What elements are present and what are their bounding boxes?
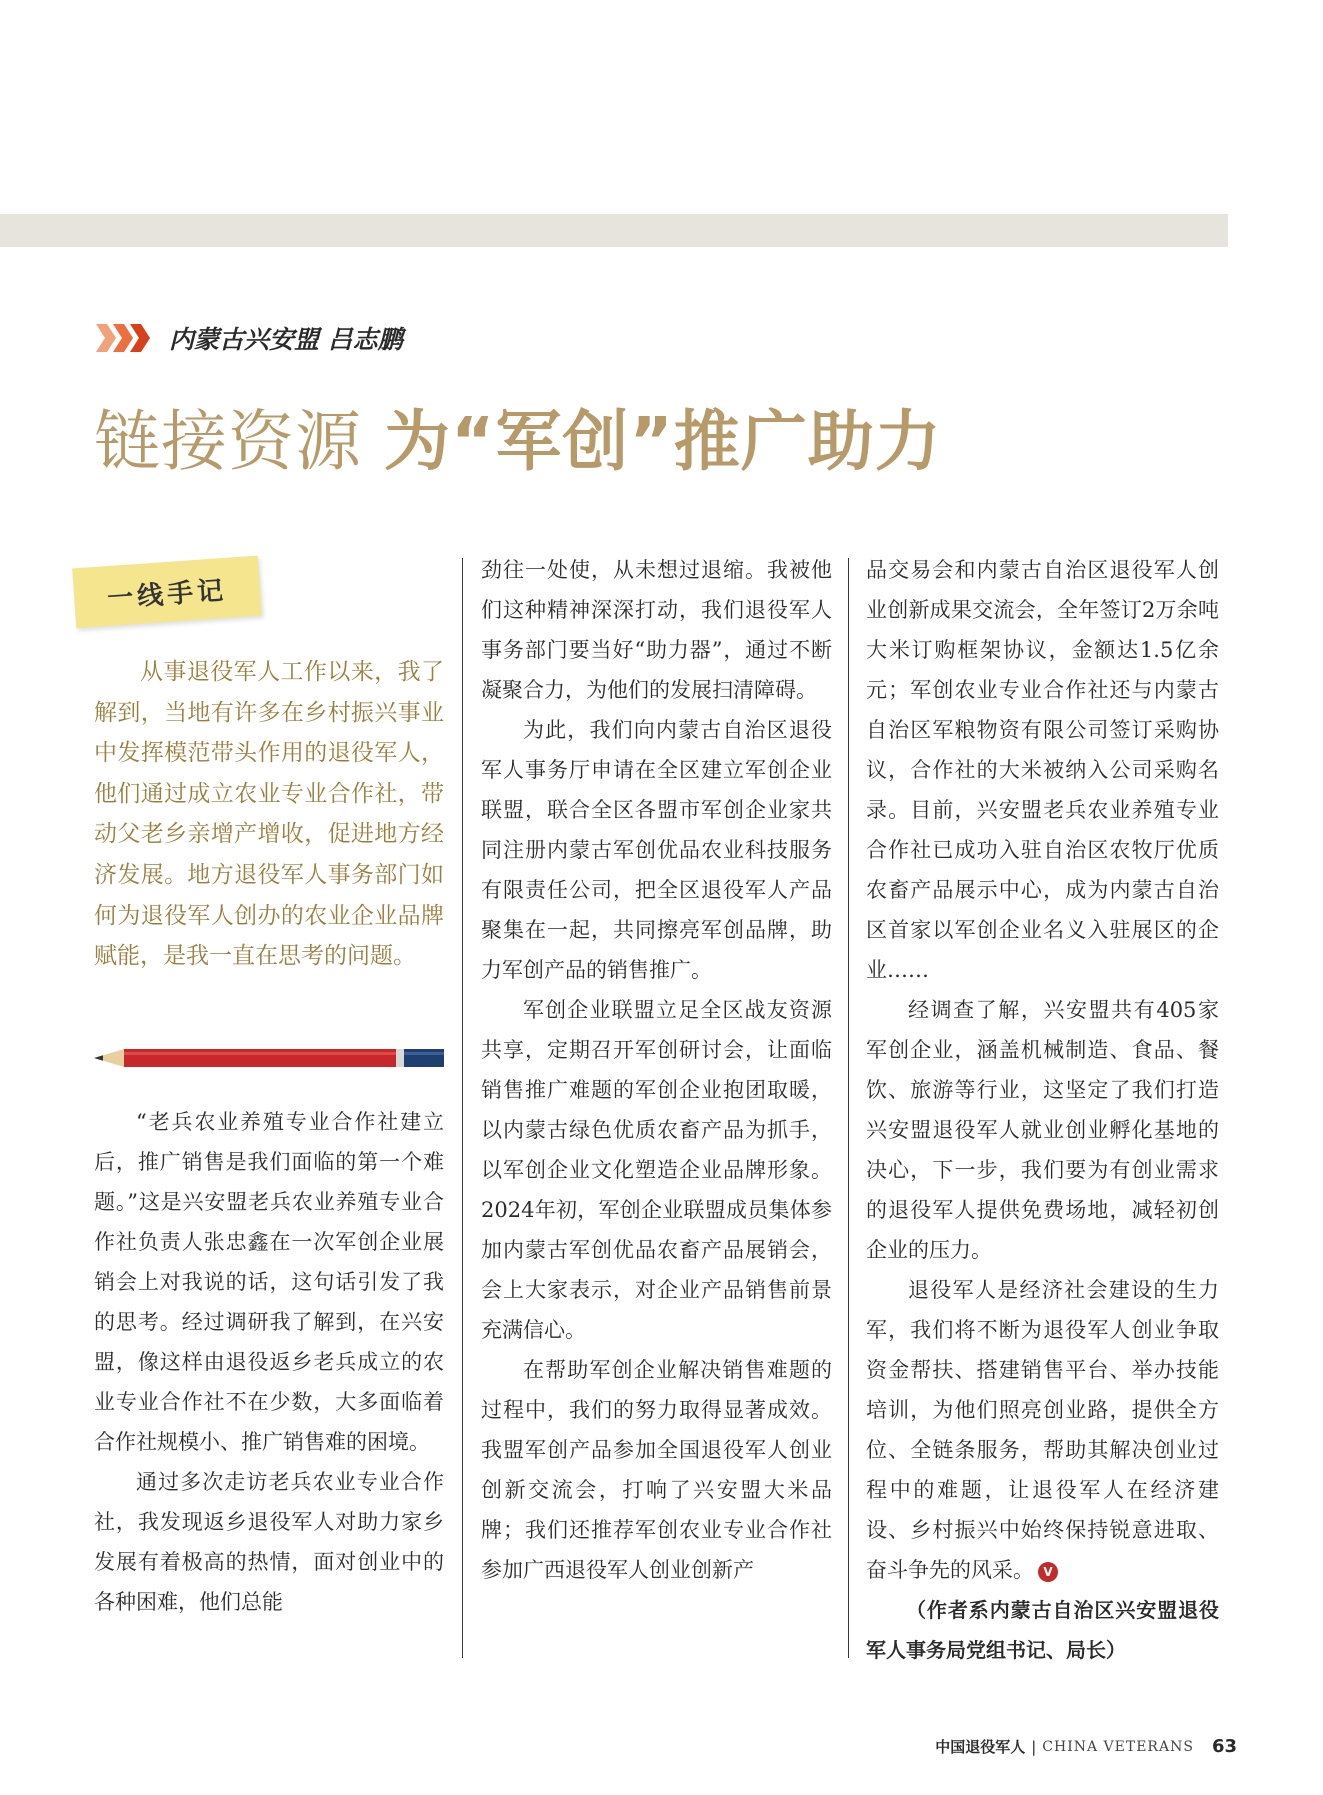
note-body: [94, 652, 444, 977]
author-note: （作者系内蒙古自治区兴安盟退役军人事务局党组书记、局长）: [866, 1598, 1219, 1662]
headline-light: 链接资源: [94, 403, 362, 480]
byline: [96, 318, 403, 358]
paragraph-final: [866, 1270, 1219, 1590]
column-divider: [462, 558, 463, 1658]
paragraph: 为此，我们向内蒙古自治区退役军人事务厅申请在全区建立军创企业联盟，联合全区各盟市军创企业家共同注册内蒙古军创优品农业科技服务有限责任公司，把全区退役军人产品聚集在一起，共同擦亮军创品牌，助力军创产品的销售推广。: [481, 718, 832, 982]
magazine-name-en: CHINA VETERANS: [1042, 1738, 1194, 1755]
article-column-3: [866, 550, 1219, 1670]
article-column-2: [481, 550, 832, 1590]
paragraph: “老兵农业养殖专业合作社建立后，推广销售是我们面临的第一个难题。”这是兴安盟老兵农业养殖专业合作社负责人张忠鑫在一次军创企业展销会上对我说的话，这句话引发了我的思考。经过调研我了解到，在兴安盟，像这样由退役返乡老兵成立的农业专业合作社不在少数，大多面临着合作社规模小、推广销售难的困境。: [94, 1110, 444, 1454]
paragraph: 在帮助军创企业解决销售难题的过程中，我们的努力取得显著成效。我盟军创产品参加全国退役军人创业创新交流会，打响了兴安盟大米品牌；我们还推荐军创农业专业合作社参加广西退役军人创业创新产: [481, 1358, 832, 1582]
paragraph: 品交易会和内蒙古自治区退役军人创业创新成果交流会，全年签订2万余吨大米订购框架协议，金额达1.5亿余元；军创农业专业合作社还与内蒙古自治区军粮物资有限公司签订采购协议，合作社的大米被纳入公司采购名录。目前，兴安盟老兵农业养殖专业合作社已成功入驻自治区农牧厅优质农畜产品展示中心，成为内蒙古自治区首家以军创企业名义入驻展区的企业……: [866, 558, 1219, 982]
note-tag-label: 一线手记: [106, 575, 229, 614]
note-paragraph: 从事退役军人工作以来，我了解到，当地有许多在乡村振兴事业中发挥模范带头作用的退役军人，他们通过成立农业专业合作社，带动父老乡亲增产增收，促进地方经济发展。地方退役军人事务部门如何为退役军人创办的农业企业品牌赋能，是我一直在思考的问题。: [94, 659, 444, 970]
magazine-name-cn: 中国退役军人: [935, 1738, 1026, 1756]
chevron-icon: [130, 324, 150, 352]
footer-separator: |: [1031, 1737, 1037, 1756]
column-divider: [848, 558, 849, 1658]
page-footer: [935, 1736, 1237, 1757]
note-tag: [72, 556, 262, 629]
chevron-icon: [113, 324, 133, 352]
final-paragraph-text: 退役军人是经济社会建设的生力军，我们将不断为退役军人创业争取资金帮扶、搭建销售平台、举办技能培训，为他们照亮创业路，提供全方位、全链条服务，帮助其解决创业过程中的难题，让退役军人在经济建设、乡村振兴中始终保持锐意进取、奋斗争先的风采。: [866, 1278, 1219, 1582]
headline-bold: 为“军创”推广助力: [383, 403, 942, 480]
paragraph: 经调查了解，兴安盟共有405家军创企业，涵盖机械制造、食品、餐饮、旅游等行业，这坚定了我们打造兴安盟退役军人就业创业孵化基地的决心，下一步，我们要为有创业需求的退役军人提供免费场地，减轻初创企业的压力。: [866, 998, 1219, 1262]
chevron-icon: [96, 324, 116, 352]
paragraph: 劲往一处使，从未想过退缩。我被他们这种精神深深打动，我们退役军人事务部门要当好“助力器”，通过不断凝聚合力，为他们的发展扫清障碍。: [481, 558, 832, 702]
author-byline: 内蒙古兴安盟 吕志鹏: [169, 325, 403, 354]
paragraph: 通过多次走访老兵农业专业合作社，我发现返乡退役军人对助力家乡发展有着极高的热情，面对创业中的各种困难，他们总能: [94, 1470, 444, 1614]
page-number: 63: [1211, 1736, 1237, 1757]
end-mark-icon: V: [1038, 1562, 1058, 1582]
article-column-1: [94, 1102, 444, 1622]
paragraph: 军创企业联盟立足全区战友资源共享，定期召开军创研讨会，让面临销售推广难题的军创企业抱团取暖，以内蒙古绿色优质农畜产品为抓手，以军创企业文化塑造企业品牌形象。2024年初，军创企业联盟成员集体参加内蒙古军创优品农畜产品展销会，会上大家表示，对企业产品销售前景充满信心。: [481, 998, 832, 1342]
article-headline: [94, 388, 942, 483]
pencil-divider-icon: [94, 1046, 444, 1070]
top-color-band: [0, 214, 1228, 247]
